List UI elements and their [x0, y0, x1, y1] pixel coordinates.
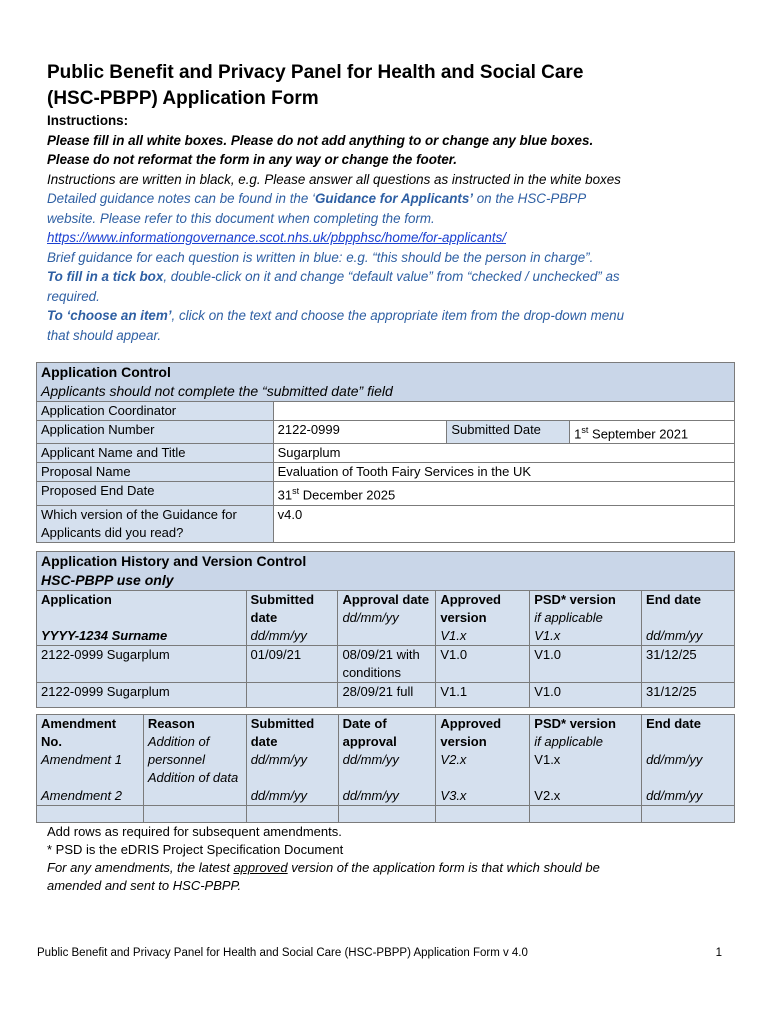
- application-control-header: Application Control Applicants should not complete the “submitted date” field: [37, 363, 735, 402]
- col-amend-submitted: Submitted date dd/mm/yy dd/mm/yy: [246, 715, 338, 806]
- submitted-date-field[interactable]: 1st September 2021: [570, 421, 735, 444]
- proposal-name-field[interactable]: Evaluation of Tooth Fairy Services in the UK: [273, 463, 734, 482]
- guidance-version-field[interactable]: v4.0: [273, 505, 734, 542]
- col-psd: PSD* version if applicable V1.x: [530, 591, 642, 646]
- application-number-label: Application Number: [37, 421, 274, 444]
- note-line: amended and sent to HSC-PBPP.: [47, 878, 242, 893]
- coordinator-label: Application Coordinator: [37, 402, 274, 421]
- form-title: Public Benefit and Privacy Panel for Health and Social Care (HSC-PBPP) Application Form: [47, 62, 584, 109]
- col-end-date: End date dd/mm/yy: [642, 591, 735, 646]
- coordinator-field[interactable]: [273, 402, 734, 421]
- col-reason: Reason Addition of personnel Addition of data: [143, 715, 246, 806]
- history-table: [36, 551, 735, 708]
- instruction-line: required.: [47, 288, 100, 304]
- instruction-line: Detailed guidance notes can be found in the ‘Guidance for Applicants’ on the HSC-PBPP: [47, 191, 587, 206]
- note-line: For any amendments, the latest approved version of the application form is that which should be: [47, 860, 600, 875]
- col-amend-psd: PSD* version if applicable V1.x V2.x: [530, 715, 642, 806]
- col-amend-approval: Date of approval dd/mm/yy dd/mm/yy: [338, 715, 436, 806]
- instructions-block: [47, 111, 737, 345]
- instruction-line: To fill in a tick box, double-click on it and change “default value” from “checked / unchecked” as: [47, 269, 620, 284]
- page-footer: [37, 947, 722, 959]
- application-control-table: [36, 362, 735, 543]
- col-amend-end: End date dd/mm/yy dd/mm/yy: [642, 715, 735, 806]
- instruction-line: Instructions are written in black, e.g. Please answer all questions as instructed in the white boxes: [47, 171, 621, 187]
- proposed-end-date-field[interactable]: 31st December 2025: [273, 482, 734, 505]
- col-application: Application YYYY-1234 Surname: [37, 591, 247, 646]
- applicant-name-field[interactable]: Sugarplum: [273, 444, 734, 463]
- instruction-line: website. Please refer to this document when completing the form.: [47, 210, 435, 226]
- proposed-end-date-label: Proposed End Date: [37, 482, 274, 505]
- application-number-field[interactable]: 2122-0999: [273, 421, 447, 444]
- amendments-table: [36, 714, 735, 823]
- instruction-line: that should appear.: [47, 327, 162, 343]
- table-row: [37, 806, 735, 823]
- col-submitted: Submitted date dd/mm/yy: [246, 591, 338, 646]
- page-number: 1: [715, 947, 722, 959]
- proposal-name-label: Proposal Name: [37, 463, 274, 482]
- col-amendment-no: Amendment No. Amendment 1 Amendment 2: [37, 715, 144, 806]
- applicant-name-label: Applicant Name and Title: [37, 444, 274, 463]
- instruction-line: Brief guidance for each question is written in blue: e.g. “this should be the person in charge”.: [47, 249, 594, 265]
- history-header: Application History and Version Control HSC-PBPP use only: [37, 552, 735, 591]
- instruction-line: Please fill in all white boxes. Please do not add anything to or change any blue boxes.: [47, 132, 594, 148]
- instructions-heading: Instructions:: [47, 113, 129, 128]
- guidance-link[interactable]: https://www.informationgovernance.scot.nhs.uk/pbpphsc/home/for-applicants/: [47, 230, 507, 245]
- submitted-date-label: Submitted Date: [447, 421, 570, 444]
- col-amend-version: Approved version V2.x V3.x: [436, 715, 530, 806]
- col-approval: Approval date dd/mm/yy: [338, 591, 436, 646]
- notes-block: [47, 823, 737, 895]
- table-row: 2122-0999 Sugarplum 01/09/21 08/09/21 with conditions V1.0 V1.0 31/12/25: [37, 646, 735, 683]
- note-line: Add rows as required for subsequent amendments.: [47, 824, 342, 839]
- col-approved-version: Approved version V1.x: [436, 591, 530, 646]
- note-line: * PSD is the eDRIS Project Specification Document: [47, 842, 344, 857]
- instruction-line: To ‘choose an item’, click on the text and choose the appropriate item from the drop-down menu: [47, 308, 625, 323]
- instruction-line: Please do not reformat the form in any way or change the footer.: [47, 152, 457, 167]
- table-row: 2122-0999 Sugarplum 28/09/21 full V1.1 V1.0 31/12/25: [37, 683, 735, 708]
- footer-text: Public Benefit and Privacy Panel for Health and Social Care (HSC-PBPP) Application Form v 4.0: [37, 947, 528, 959]
- guidance-version-label: Which version of the Guidance for Applicants did you read?: [37, 505, 274, 542]
